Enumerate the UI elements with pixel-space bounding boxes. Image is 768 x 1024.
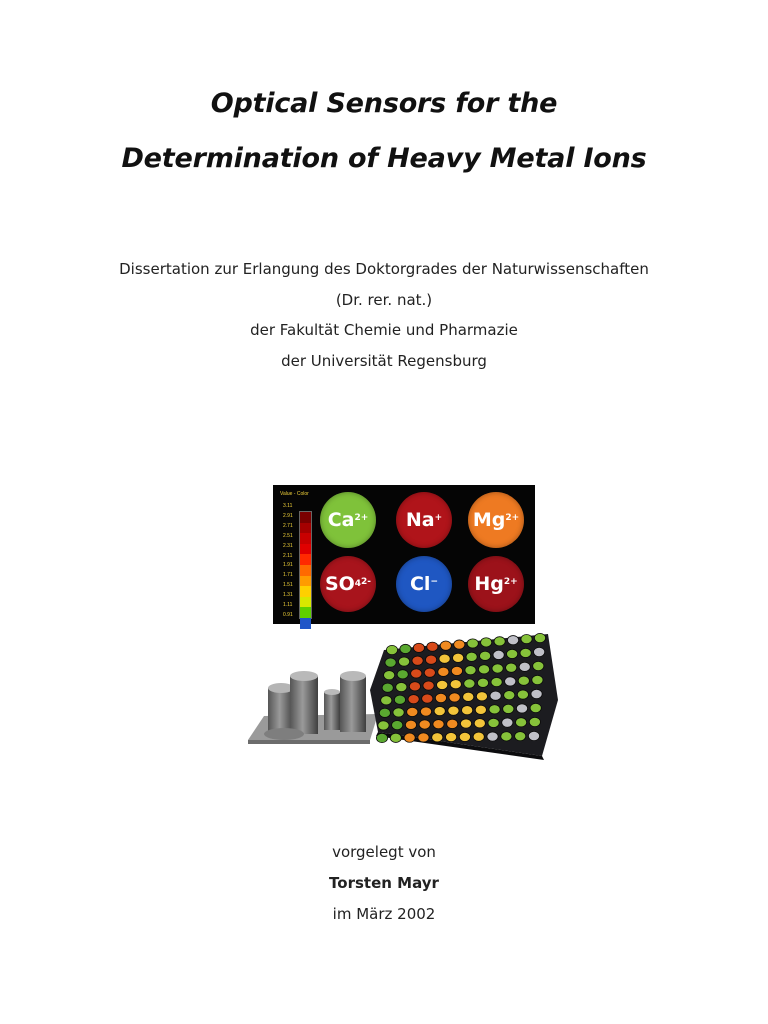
- ion-charge: +: [434, 513, 443, 523]
- ion-charge: 2-: [361, 577, 372, 587]
- microplate-well: [438, 667, 449, 676]
- microplate-well: [493, 650, 504, 659]
- microplate-well: [424, 668, 435, 677]
- scale-tick-label: 1.31: [283, 592, 293, 599]
- microplate-well: [519, 662, 530, 671]
- microplate-well: [423, 681, 434, 690]
- microplate-well: [386, 645, 397, 654]
- microplate-well: [381, 696, 392, 705]
- ion-charge: 2+: [503, 577, 518, 587]
- microplate-well: [454, 640, 465, 649]
- author-name: Torsten Mayr: [329, 874, 439, 892]
- microplate-well: [476, 692, 487, 701]
- microplate-well: [465, 666, 476, 675]
- microplate-well: [385, 658, 396, 667]
- sensor-cylinders: [264, 671, 366, 740]
- microplate-well: [505, 677, 516, 686]
- color-scale-segment: [300, 586, 311, 597]
- microplate-well: [392, 721, 403, 730]
- microplate-well: [520, 648, 531, 657]
- microplate-well: [376, 733, 387, 742]
- subtitle-line-1: Dissertation zur Erlangung des Doktorgrades der Naturwissenschaften: [119, 260, 649, 278]
- subtitle-line-3: der Fakultät Chemie und Pharmazie: [250, 321, 518, 339]
- microplate-well: [394, 695, 405, 704]
- ion-symbol: Na: [405, 509, 435, 531]
- sensor-plate-photo: [246, 630, 566, 760]
- microplate-well: [532, 675, 543, 684]
- ion-symbol: Cl: [409, 573, 431, 595]
- microplate-well: [459, 732, 470, 741]
- microplate-well: [378, 721, 389, 730]
- color-scale-segment: [300, 565, 311, 576]
- microplate-well: [530, 703, 541, 712]
- microplate-well: [466, 652, 477, 661]
- ion-symbol: Hg: [474, 573, 504, 595]
- microplate-well: [518, 676, 529, 685]
- microplate-well: [506, 663, 517, 672]
- microplate-well: [480, 651, 491, 660]
- title-line-2: Determination of Heavy Metal Ions: [121, 143, 647, 174]
- microplate-well: [451, 666, 462, 675]
- microplate-well: [463, 692, 474, 701]
- microplate-well: [413, 643, 424, 652]
- microplate-well: [396, 682, 407, 691]
- microplate-well: [507, 636, 518, 645]
- ion-colormap-figure: [273, 485, 535, 624]
- microplate-well: [475, 705, 486, 714]
- microplate-well: [379, 708, 390, 717]
- scale-tick-label: 1.51: [283, 582, 293, 589]
- microplate-well: [405, 720, 416, 729]
- microplate-well: [478, 665, 489, 674]
- microplate-well: [488, 718, 499, 727]
- microplate-well: [462, 706, 473, 715]
- scale-tick-label: 1.71: [283, 572, 293, 579]
- color-scale-segment: [300, 618, 311, 629]
- color-scale-bar: [299, 511, 312, 619]
- microplate-well: [517, 690, 528, 699]
- scale-tick-label: 3.11: [283, 503, 293, 509]
- microplate-well: [490, 691, 501, 700]
- microplate-well: [516, 704, 527, 713]
- ion-circle: [468, 556, 524, 612]
- ion-circle: [396, 492, 452, 548]
- microplate-well: [419, 720, 430, 729]
- microplate-well: [515, 718, 526, 727]
- microplate-well: [492, 664, 503, 673]
- title-line-1: Optical Sensors for the: [210, 88, 558, 119]
- color-scale-segment: [300, 512, 311, 523]
- subtitle-line-2: (Dr. rer. nat.): [335, 291, 433, 309]
- microplate-well: [445, 732, 456, 741]
- microplate-well: [409, 682, 420, 691]
- microplate-well: [420, 707, 431, 716]
- color-scale-segment: [300, 597, 311, 608]
- microplate-well: [515, 732, 526, 741]
- microplate-well: [501, 732, 512, 741]
- microplate-well: [404, 733, 415, 742]
- microplate-well: [449, 693, 460, 702]
- ion-circle: [396, 556, 452, 612]
- microplate-well: [439, 654, 450, 663]
- ion-symbol: Ca: [327, 509, 355, 531]
- scale-tick-label: 0.91: [283, 611, 293, 618]
- color-scale-segment: [300, 576, 311, 587]
- scale-tick-label: 2.91: [283, 512, 293, 519]
- microplate-well: [390, 733, 401, 742]
- microplate-well: [474, 719, 485, 728]
- microplate-well: [489, 705, 500, 714]
- microplate-well: [440, 641, 451, 650]
- color-scale-segment: [300, 523, 311, 534]
- microplate-well: [534, 647, 545, 656]
- color-scale-segment: [300, 544, 311, 555]
- microplate-well: [507, 649, 518, 658]
- scale-tick-label: 2.31: [283, 542, 293, 549]
- color-scale-segment: [300, 554, 311, 565]
- microplate-well: [427, 642, 438, 651]
- scale-tick-label: 1.91: [283, 562, 293, 569]
- ion-subscript: 4: [354, 579, 362, 589]
- ion-symbol: Mg: [472, 509, 506, 531]
- microplate-well: [534, 633, 545, 642]
- microplate-well: [448, 706, 459, 715]
- color-scale-segment: [300, 533, 311, 544]
- microplate-well: [432, 733, 443, 742]
- microplate-well: [408, 695, 419, 704]
- microplate-well: [473, 732, 484, 741]
- microplate-well: [447, 719, 458, 728]
- microplate-well: [504, 691, 515, 700]
- microplate-well: [433, 720, 444, 729]
- microplate-well: [533, 661, 544, 670]
- microplate-well: [422, 694, 433, 703]
- microplate-well: [400, 644, 411, 653]
- microplate-well: [521, 634, 532, 643]
- submission-date: im März 2002: [332, 905, 436, 923]
- subtitle-line-4: der Universität Regensburg: [281, 352, 487, 370]
- microplate-well: [464, 679, 475, 688]
- microplate-well: [494, 637, 505, 646]
- microplate-well: [425, 655, 436, 664]
- scale-title: Value - Color: [280, 491, 309, 497]
- ion-circle: [320, 556, 376, 612]
- scale-tick-label: 2.71: [283, 522, 293, 529]
- microplate-well: [382, 683, 393, 692]
- microplate-well: [487, 732, 498, 741]
- microplate-well: [407, 707, 418, 716]
- microplate-well: [529, 717, 540, 726]
- ion-charge: 2+: [505, 513, 520, 523]
- microplate-well: [503, 704, 514, 713]
- microplate-well: [453, 653, 464, 662]
- scale-tick-label: 2.51: [283, 532, 293, 539]
- ion-circle: [320, 492, 376, 548]
- microplate-well: [528, 731, 539, 740]
- microplate-well: [437, 680, 448, 689]
- color-scale-segment: [300, 607, 311, 618]
- ion-charge: −: [430, 577, 438, 587]
- microplate-well: [397, 670, 408, 679]
- microplate-well: [481, 638, 492, 647]
- microplate-well: [491, 678, 502, 687]
- microplate-well: [435, 693, 446, 702]
- scale-tick-label: 2.11: [283, 552, 293, 559]
- submitted-by-label: vorgelegt von: [332, 843, 436, 861]
- scale-tick-label: 1.11: [283, 602, 293, 608]
- ion-circle: [468, 492, 524, 548]
- microplate-well: [450, 680, 461, 689]
- microplate-well: [418, 733, 429, 742]
- microplate-well: [477, 678, 488, 687]
- microplate-well: [412, 656, 423, 665]
- microplate-well: [411, 669, 422, 678]
- microplate-well: [531, 689, 542, 698]
- microplate-well: [460, 719, 471, 728]
- microplate-well: [393, 708, 404, 717]
- ion-symbol: SO: [324, 573, 355, 595]
- microplate-well: [384, 671, 395, 680]
- microplate-well: [502, 718, 513, 727]
- microplate-well: [398, 657, 409, 666]
- microplate-well: [434, 706, 445, 715]
- microplate-well: [467, 639, 478, 648]
- ion-charge: 2+: [354, 513, 369, 523]
